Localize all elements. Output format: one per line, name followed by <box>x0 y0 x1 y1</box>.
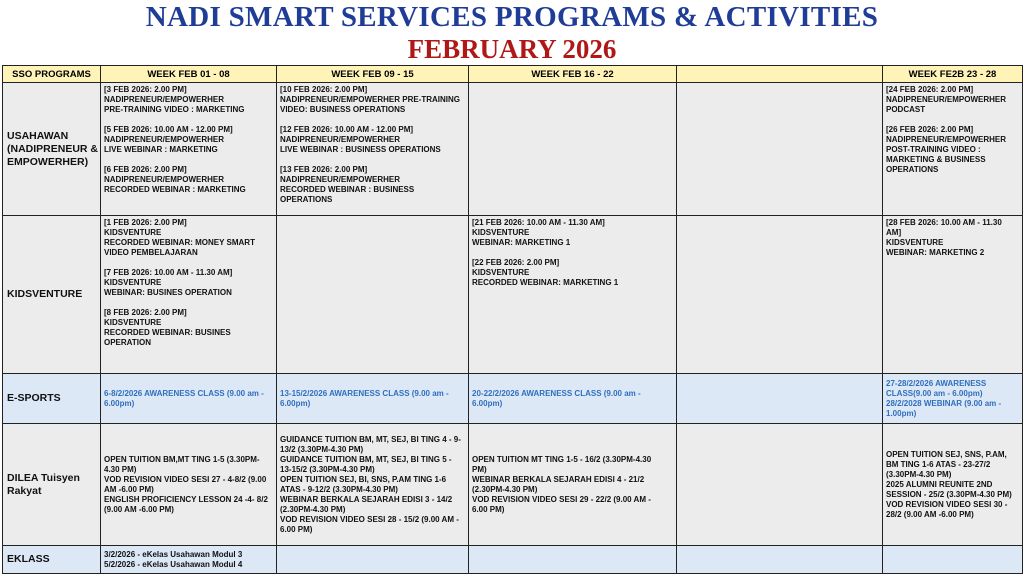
schedule-cell <box>101 216 277 374</box>
schedule-line: KIDSVENTURE <box>886 238 944 247</box>
schedule-entry <box>104 550 273 570</box>
schedule-line: ATAS - 9-12/2 (3.30PM-4.30 PM) <box>280 484 398 494</box>
schedule-cell <box>277 374 469 424</box>
row-usahawan <box>3 83 1023 216</box>
schedule-cell <box>277 546 469 574</box>
schedule-line: VIDEO PEMBELAJARAN <box>104 248 198 257</box>
schedule-line: 6.00pm) <box>104 398 135 408</box>
schedule-line: 5/2/2026 - eKelas Usahawan Modul 4 <box>104 559 243 569</box>
col-header-week-1: WEEK FEB 01 - 08 <box>101 66 277 83</box>
schedule-line: OPERATION <box>104 338 151 347</box>
schedule-entry <box>104 268 273 298</box>
schedule-cell <box>677 374 883 424</box>
schedule-line: 28/2 (9.00 AM -6.00 PM) <box>886 509 974 519</box>
schedule-line: 6.00 PM) <box>280 524 313 534</box>
schedule-cell <box>469 424 677 546</box>
schedule-cell <box>883 216 1023 374</box>
schedule-line: VOD REVISION VIDEO SESI 30 - <box>886 499 1008 509</box>
row-kidsventure <box>3 216 1023 374</box>
schedule-entry <box>472 389 673 409</box>
schedule-line: OPERATIONS <box>886 165 939 174</box>
program-label: KIDSVENTURE <box>3 216 101 374</box>
schedule-line: 28/2/2028 WEBINAR (9.00 am - <box>886 398 1002 408</box>
col-header-week-4: WEEK FE2B 23 - 28 <box>883 66 1023 83</box>
schedule-entry <box>472 455 673 515</box>
schedule-line: LIVE WEBINAR : MARKETING <box>104 145 218 154</box>
schedule-entry <box>280 125 465 155</box>
row-esports <box>3 374 1023 424</box>
schedule-entry <box>280 165 465 205</box>
schedule-line: WEBINAR: BUSINES OPERATION <box>104 288 232 297</box>
schedule-line: AM -6.00 PM) <box>104 484 154 494</box>
schedule-line: 13/2 (3.30PM-4.30 PM) <box>280 444 364 454</box>
program-label: EKLASS <box>3 546 101 574</box>
schedule-line: (9.00 AM -6.00 PM) <box>104 504 174 514</box>
schedule-line: NADIPRENEUR/EMPOWERHER <box>104 135 225 144</box>
schedule-line: 6.00pm) <box>280 398 311 408</box>
schedule-line: NADIPRENEUR/EMPOWERHER <box>280 175 401 184</box>
schedule-entry <box>472 258 673 288</box>
schedule-line: CLASS(9.00 am - 6.00pm) <box>886 388 983 398</box>
schedule-line: 4.30 PM) <box>104 464 137 474</box>
schedule-line: 3/2/2026 - eKelas Usahawan Modul 3 <box>104 549 243 559</box>
schedule-line: WEBINAR: MARKETING 2 <box>886 248 985 257</box>
schedule-line: [5 FEB 2026: 10.00 AM - 12.00 PM] <box>104 125 233 134</box>
schedule-line: (2.30PM-4.30 PM) <box>280 504 346 514</box>
schedule-line: WEBINAR BERKALA SEJARAH EDISI 4 - 21/2 <box>472 474 645 484</box>
schedule-line: MARKETING & BUSINESS <box>886 155 986 164</box>
schedule-line: SESSION - 25/2 (3.30PM-4.30 PM) <box>886 489 1012 499</box>
row-dilea <box>3 424 1023 546</box>
schedule-line: KIDSVENTURE <box>472 268 530 277</box>
schedule-line: KIDSVENTURE <box>104 318 162 327</box>
schedule-line: 27-28/2/2026 AWARENESS <box>886 378 987 388</box>
schedule-line: 20-22/2/2026 AWARENESS CLASS (9.00 am - <box>472 388 641 398</box>
schedule-entry <box>104 455 273 515</box>
schedule-entry <box>104 125 273 155</box>
page-subtitle: FEBRUARY 2026 <box>407 34 617 64</box>
schedule-line: (3.30PM-4.30 PM) <box>886 469 952 479</box>
schedule-cell <box>883 83 1023 216</box>
schedule-line: OPEN TUITION SEJ, SNS, P.AM, <box>886 449 1007 459</box>
schedule-entry <box>886 450 1019 520</box>
schedule-line: 6.00pm) <box>472 398 503 408</box>
schedule-line: WEBINAR: MARKETING 1 <box>472 238 571 247</box>
schedule-line: RECORDED WEBINAR: BUSINES <box>104 328 231 337</box>
col-header-blank <box>677 66 883 83</box>
schedule-line: NADIPRENEUR/EMPOWERHER <box>886 135 1007 144</box>
schedule-line: PRE-TRAINING VIDEO : MARKETING <box>104 105 245 114</box>
schedule-line: OPEN TUITION BM,MT TING 1-5 (3.30PM- <box>104 454 260 464</box>
schedule-line: [7 FEB 2026: 10.00 AM - 11.30 AM] <box>104 268 233 277</box>
schedule-line: OPEN TUITION MT TING 1-5 - 16/2 (3.30PM-4.30 <box>472 454 652 464</box>
schedule-line: RECORDED WEBINAR: MONEY SMART <box>104 238 255 247</box>
schedule-line: [12 FEB 2026: 10.00 AM - 12.00 PM] <box>280 125 414 134</box>
schedule-entry <box>280 389 465 409</box>
schedule-line: [8 FEB 2026: 2.00 PM] <box>104 308 187 317</box>
schedule-entry <box>104 85 273 115</box>
schedule-entry <box>886 218 1019 258</box>
schedule-line: POST-TRAINING VIDEO : <box>886 145 981 154</box>
schedule-cell <box>101 374 277 424</box>
schedule-line: KIDSVENTURE <box>104 278 162 287</box>
schedule-line: PODCAST <box>886 105 926 114</box>
schedule-line: GUIDANCE TUITION BM, MT, SEJ, BI TING 5 - <box>280 454 452 464</box>
col-header-week-3: WEEK FEB 16 - 22 <box>469 66 677 83</box>
schedule-line: LIVE WEBINAR : BUSINESS OPERATIONS <box>280 145 441 154</box>
schedule-entry <box>886 85 1019 115</box>
schedule-cell <box>883 424 1023 546</box>
col-header-programs: SSO PROGRAMS <box>3 66 101 83</box>
schedule-entry <box>886 379 1019 419</box>
schedule-line: [24 FEB 2026: 2.00 PM] <box>886 85 974 94</box>
schedule-entry <box>280 85 465 115</box>
schedule-entry <box>104 308 273 348</box>
schedule-line: NADIPRENEUR/EMPOWERHER <box>280 135 401 144</box>
schedule-line: ENGLISH PROFICIENCY LESSON 24 -4- 8/2 <box>104 494 268 504</box>
schedule-line: RECORDED WEBINAR: MARKETING 1 <box>472 278 619 287</box>
schedule-line: KIDSVENTURE <box>472 228 530 237</box>
schedule-line: [1 FEB 2026: 2.00 PM] <box>104 218 187 227</box>
schedule-line: GUIDANCE TUITION BM, MT, SEJ, BI TING 4 - 9- <box>280 434 461 444</box>
schedule-cell <box>677 546 883 574</box>
schedule-line: VIDEO: BUSINESS OPERATIONS <box>280 105 406 114</box>
schedule-line: RECORDED WEBINAR : MARKETING <box>104 185 246 194</box>
schedule-entry <box>104 165 273 195</box>
schedule-cell <box>883 546 1023 574</box>
schedule-line: [10 FEB 2026: 2.00 PM] <box>280 85 368 94</box>
schedule-line: 13-15/2/2026 AWARENESS CLASS (9.00 am - <box>280 388 449 398</box>
schedule-line: PM) <box>472 464 487 474</box>
schedule-line: 2025 ALUMNI REUNITE 2ND <box>886 479 993 489</box>
schedule-line: NADIPRENEUR/EMPOWERHER <box>886 95 1007 104</box>
schedule-cell <box>469 83 677 216</box>
schedule-cell <box>101 424 277 546</box>
program-label: E-SPORTS <box>3 374 101 424</box>
schedule-line: BM TING 1-6 ATAS - 23-27/2 <box>886 459 991 469</box>
schedule-entry <box>886 125 1019 175</box>
schedule-cell <box>469 374 677 424</box>
schedule-line: 13-15/2 (3.30PM-4.30 PM) <box>280 464 375 474</box>
schedule-cell <box>677 424 883 546</box>
schedule-cell <box>277 83 469 216</box>
schedule-line: KIDSVENTURE <box>104 228 162 237</box>
schedule-cell <box>469 216 677 374</box>
schedule-line: [22 FEB 2026: 2.00 PM] <box>472 258 560 267</box>
col-header-week-2: WEEK FEB 09 - 15 <box>277 66 469 83</box>
program-label: DILEA Tuisyen Rakyat <box>3 424 101 546</box>
schedule-line: NADIPRENEUR/EMPOWERHER <box>104 175 225 184</box>
schedule-line: 6.00 PM) <box>472 504 505 514</box>
page-title: NADI SMART SERVICES PROGRAMS & ACTIVITIES <box>145 1 879 33</box>
schedule-table <box>2 65 1023 574</box>
schedule-line: OPEN TUITION SEJ, BI, SNS, P.AM TING 1-6 <box>280 474 447 484</box>
schedule-cell <box>101 83 277 216</box>
schedule-line: 1.00pm) <box>886 408 917 418</box>
schedule-line: (2.30PM-4.30 PM) <box>472 484 538 494</box>
schedule-line: [13 FEB 2026: 2.00 PM] <box>280 165 368 174</box>
schedule-line: WEBINAR BERKALA SEJARAH EDISI 3 - 14/2 <box>280 494 453 504</box>
schedule-cell <box>677 216 883 374</box>
schedule-line: VOD REVISION VIDEO SESI 27 - 4-8/2 (9.00 <box>104 474 267 484</box>
schedule-cell <box>277 216 469 374</box>
table-header-row <box>3 66 1023 83</box>
schedule-line: [26 FEB 2026: 2.00 PM] <box>886 125 974 134</box>
schedule-entry <box>104 218 273 258</box>
schedule-line: 6-8/2/2026 AWARENESS CLASS (9.00 am - <box>104 388 264 398</box>
schedule-line: NADIPRENEUR/EMPOWERHER PRE-TRAINING <box>280 95 461 104</box>
schedule-entry <box>472 218 673 248</box>
schedule-line: [6 FEB 2026: 2.00 PM] <box>104 165 187 174</box>
schedule-cell <box>469 546 677 574</box>
schedule-entry <box>104 389 273 409</box>
schedule-line: NADIPRENEUR/EMPOWERHER <box>104 95 225 104</box>
schedule-entry <box>280 435 465 535</box>
schedule-cell <box>883 374 1023 424</box>
schedule-cell <box>101 546 277 574</box>
row-eklass <box>3 546 1023 574</box>
schedule-line: VOD REVISION VIDEO SESI 28 - 15/2 (9.00 AM - <box>280 514 459 524</box>
schedule-cell <box>277 424 469 546</box>
schedule-cell <box>677 83 883 216</box>
schedule-line: RECORDED WEBINAR : BUSINESS OPERATIONS <box>280 185 415 204</box>
schedule-line: [3 FEB 2026: 2.00 PM] <box>104 85 187 94</box>
schedule-line: [28 FEB 2026: 10.00 AM - 11.30 <box>886 218 1002 227</box>
schedule-line: AM] <box>886 228 902 237</box>
schedule-line: VOD REVISION VIDEO SESI 29 - 22/2 (9.00 AM - <box>472 494 651 504</box>
program-label: USAHAWAN (NADIPRENEUR & EMPOWERHER) <box>3 83 101 216</box>
schedule-line: [21 FEB 2026: 10.00 AM - 11.30 AM] <box>472 218 605 227</box>
